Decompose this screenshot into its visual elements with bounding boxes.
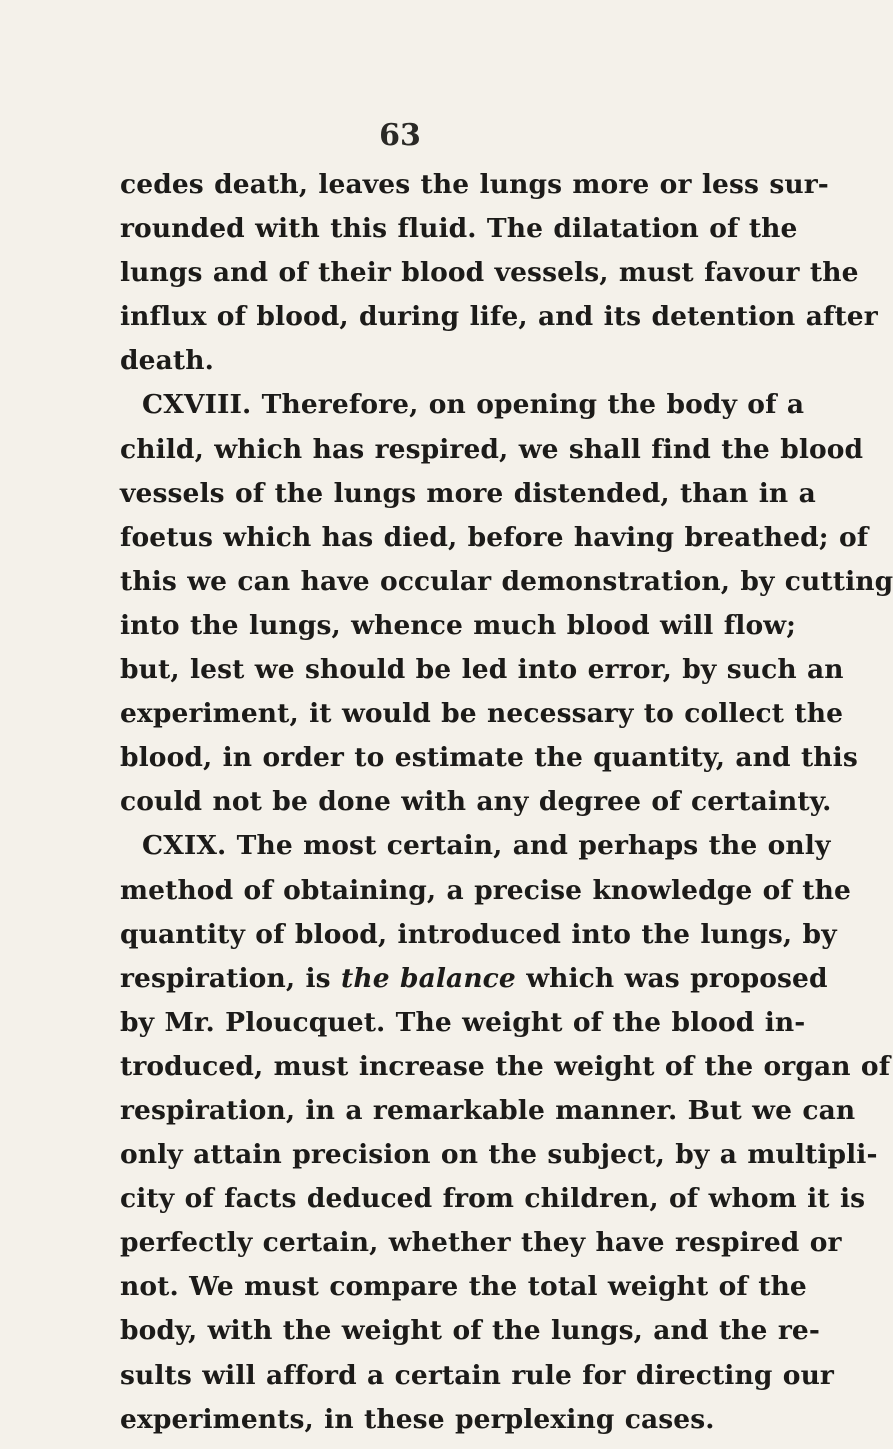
text-line: foetus which has died, before having breathed; of	[120, 521, 869, 553]
text-line: body, with the weight of the lungs, and the re-	[120, 1315, 820, 1347]
text-line: sults will afford a certain rule for directing our	[120, 1359, 834, 1391]
text-line: blood, in order to estimate the quantity, and this	[120, 742, 858, 774]
text-line-with-italic	[120, 957, 828, 1001]
text-line: troduced, must increase the weight of the organ of	[120, 1050, 891, 1082]
text-line: only attain precision on the subject, by a multipli-	[120, 1139, 878, 1171]
body-text	[120, 163, 893, 1442]
text-line: experiment, it would be necessary to collect the	[120, 698, 844, 730]
page-number: 63	[379, 118, 421, 153]
text-line: this we can have occular demonstration, by cutting	[120, 565, 893, 597]
text-line: city of facts deduced from children, of whom it is	[120, 1183, 866, 1215]
text-segment: respiration, is	[120, 962, 341, 994]
text-line: death.	[120, 345, 214, 377]
text-line: respiration, in a remarkable manner. But we can	[120, 1094, 856, 1126]
section-heading-line: CXVIII. Therefore, on opening the body of a	[142, 389, 805, 421]
text-line: not. We must compare the total weight of the	[120, 1271, 807, 1303]
text-line: lungs and of their blood vessels, must favour the	[120, 257, 859, 289]
text-segment: which was proposed	[515, 962, 828, 994]
text-line: quantity of blood, introduced into the lungs, by	[120, 918, 837, 950]
section-heading-line: CXIX. The most certain, and perhaps the only	[142, 830, 831, 862]
text-line: vessels of the lungs more distended, than in a	[120, 477, 816, 509]
text-line: experiments, in these perplexing cases.	[120, 1403, 715, 1435]
text-line: into the lungs, whence much blood will flow;	[120, 609, 797, 641]
text-line: by Mr. Ploucquet. The weight of the blood in-	[120, 1006, 806, 1038]
text-line: influx of blood, during life, and its detention after	[120, 301, 878, 333]
text-line: perfectly certain, whether they have respired or	[120, 1227, 842, 1259]
text-line: cedes death, leaves the lungs more or less sur-	[120, 169, 829, 200]
text-line: method of obtaining, a precise knowledge of the	[120, 874, 851, 906]
text-line: rounded with this fluid. The dilatation of the	[120, 213, 798, 245]
text-line: could not be done with any degree of certainty.	[120, 786, 832, 818]
italic-phrase: the balance	[340, 962, 516, 994]
text-line: child, which has respired, we shall find the blood	[120, 433, 864, 465]
text-line: but, lest we should be led into error, by such an	[120, 654, 844, 686]
